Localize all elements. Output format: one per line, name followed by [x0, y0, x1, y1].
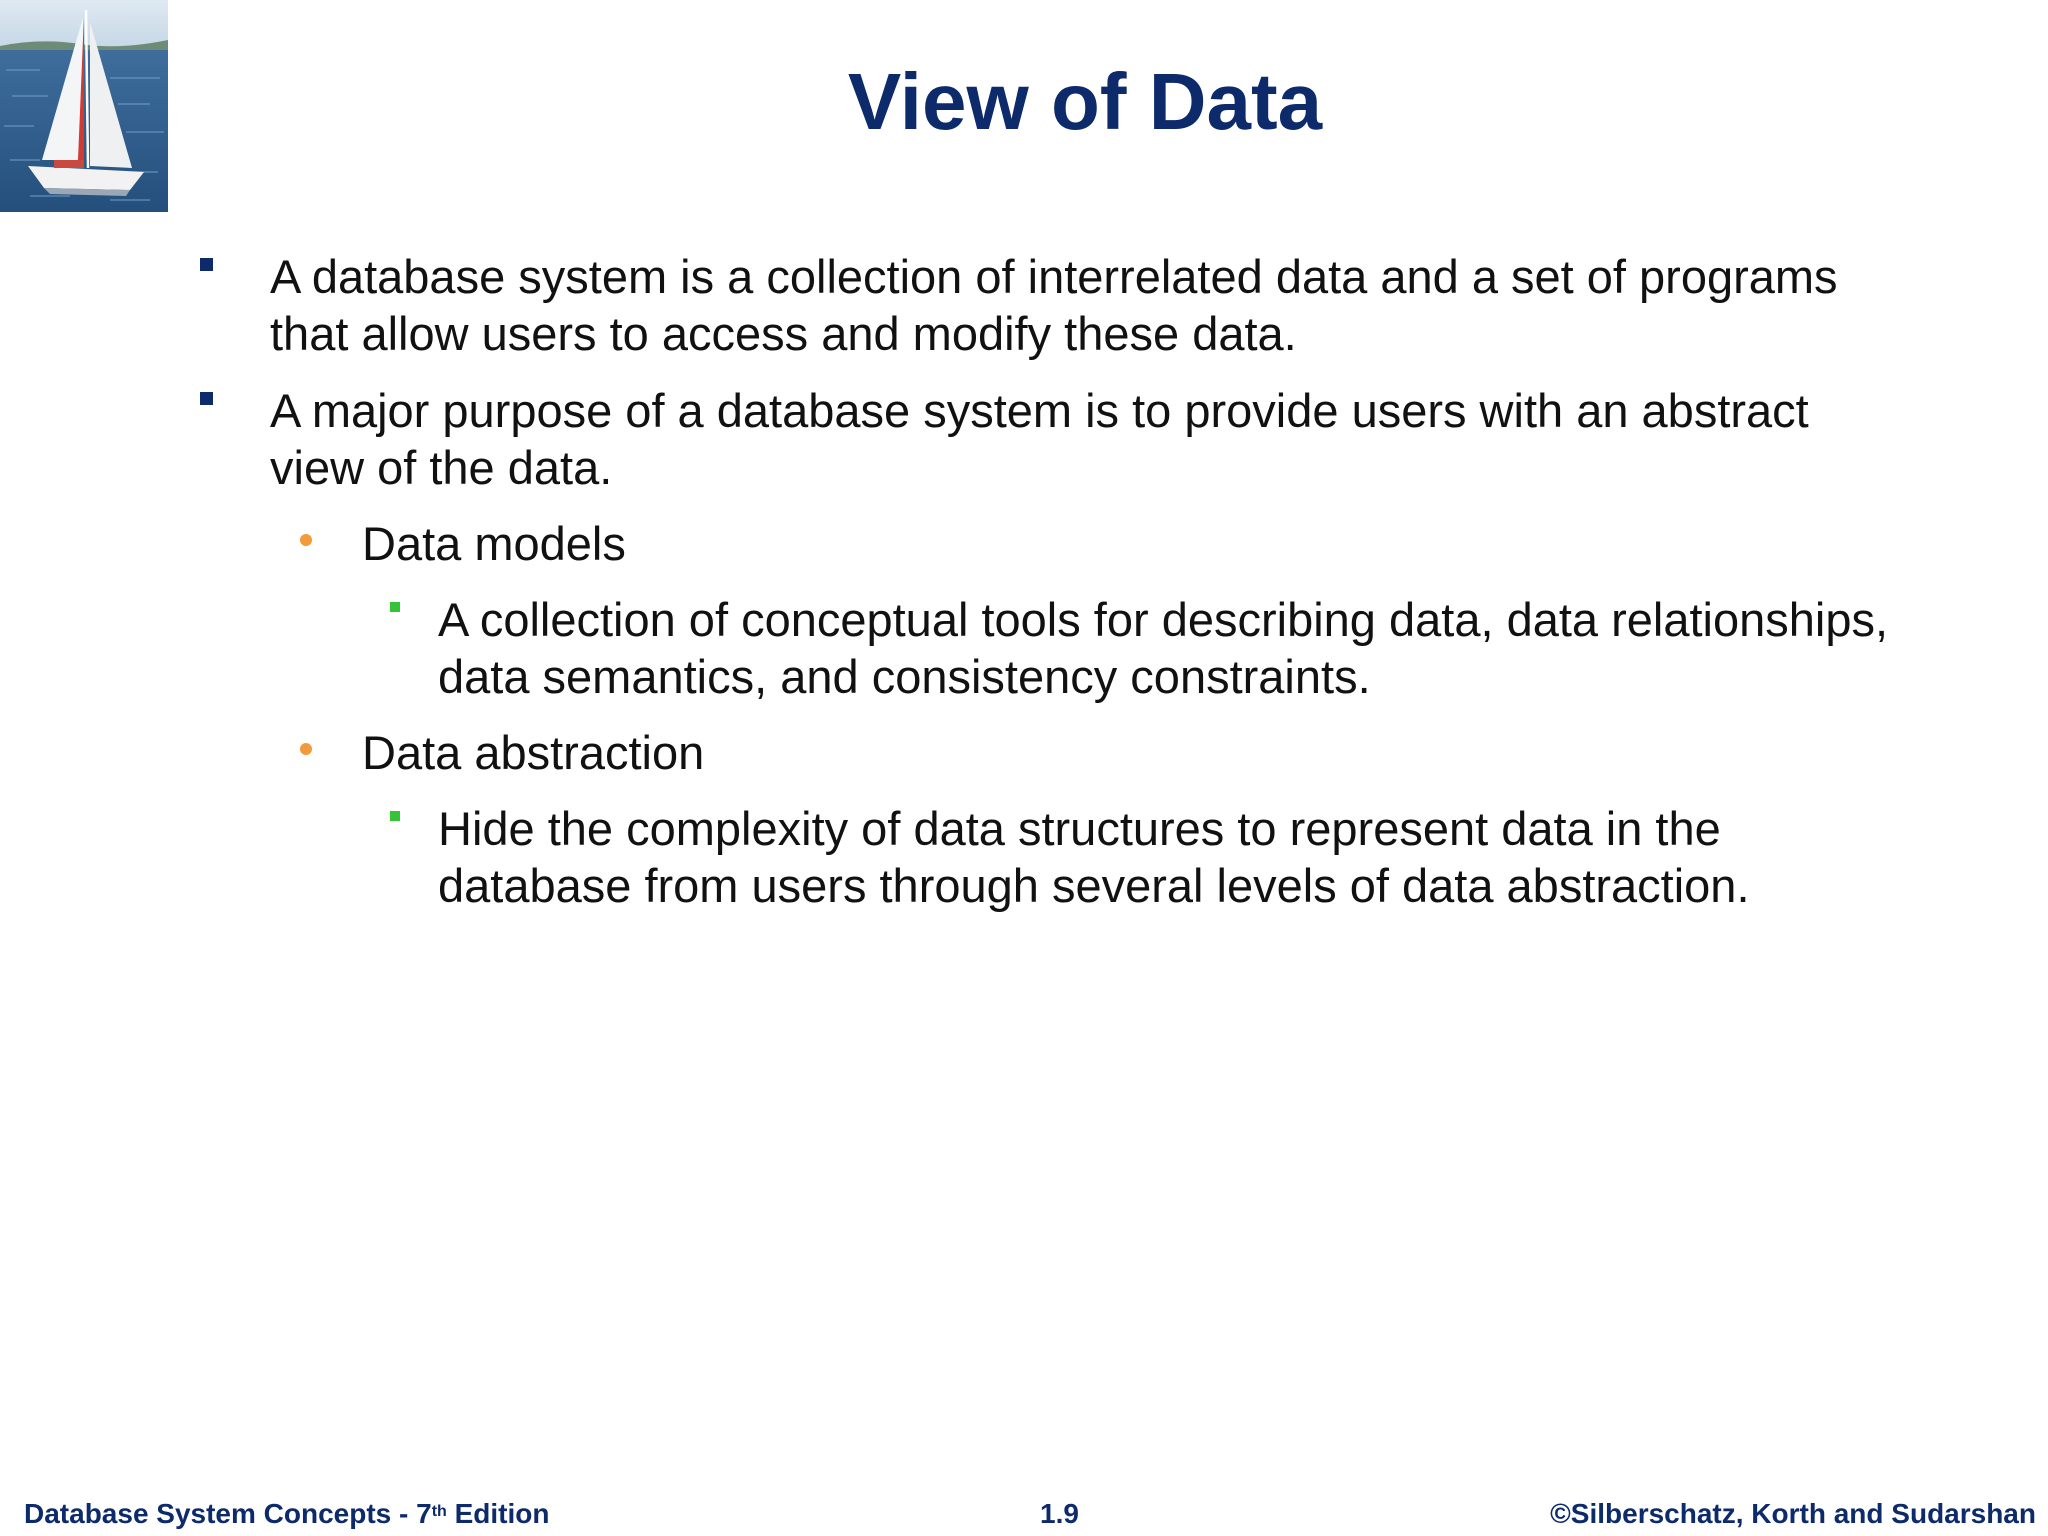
bullet-square-icon [200, 392, 213, 405]
footer-page-number: 1.9 [1040, 1498, 1079, 1529]
bullet-item: A major purpose of a database system is to provide users with an abstract view of the data. [270, 384, 1809, 494]
slide-title: View of Data [847, 57, 1323, 146]
bullet-dot-icon [300, 534, 312, 546]
bullet-square-icon [390, 811, 400, 821]
bullet-square-icon [200, 258, 213, 271]
bullet-item: A collection of conceptual tools for describing data, data relationships, data semantics, and consistency constraints. [438, 593, 1889, 703]
bullet-item: Data models [362, 517, 626, 570]
bullet-item: Data abstraction [362, 726, 705, 779]
footer-book-title: Database System Concepts - 7th Edition [24, 1498, 550, 1529]
bullet-item: Hide the complexity of data structures to represent data in the database from users through several levels of data abstraction. [438, 802, 1750, 912]
bullet-square-icon [390, 602, 400, 612]
bullet-dot-icon [300, 743, 312, 755]
bullet-item: A database system is a collection of interrelated data and a set of programs that allow users to access and modify these data. [270, 250, 1838, 360]
footer-copyright: ©Silberschatz, Korth and Sudarshan [1550, 1498, 2036, 1529]
